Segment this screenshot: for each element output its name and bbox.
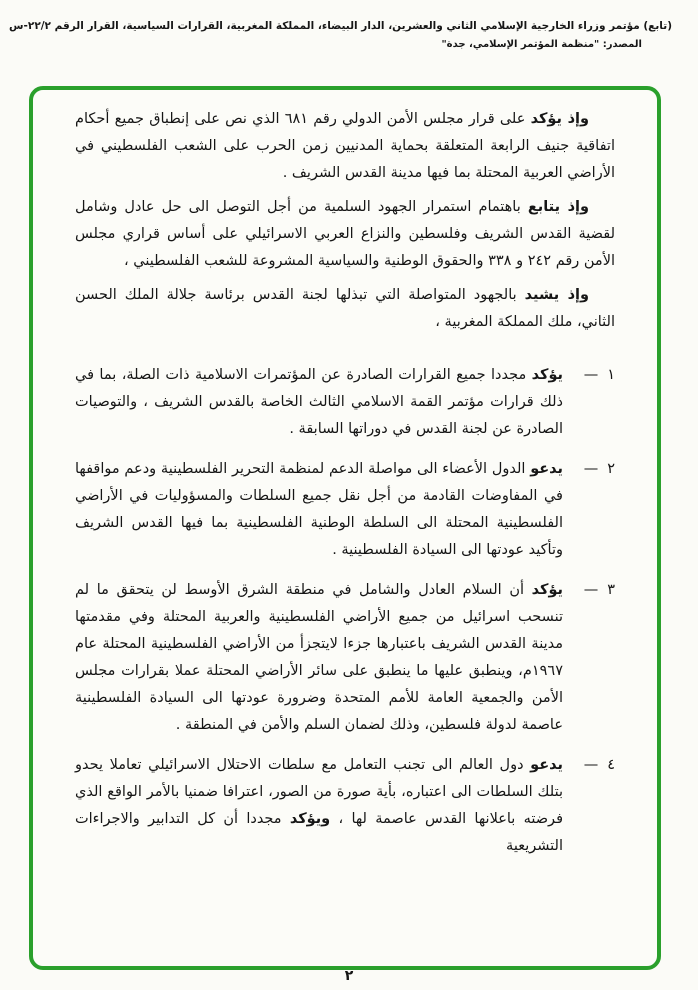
resolution-items-list [75, 362, 615, 860]
item-number: ٢ [607, 461, 615, 477]
list-item [75, 362, 615, 443]
preamble-paragraph [75, 282, 615, 336]
item-lead-secondary: ويؤكد [289, 811, 331, 827]
preamble-lead: وإذ يشيد [524, 287, 590, 303]
item-lead: يؤكد [531, 582, 563, 598]
item-body: أن السلام العادل والشامل في منطقة الشرق الأوسط لن يتحقق ما لم تنسحب اسرائيل من جميع الأراضي الفلسطينية والعربية المحتلة وفي مقدمتها مدينة القدس الشريف باعتبارها جزءا لايتجزأ من الأراضي الفلسطينية المحتلة عام ١٩٦٧م، وينطبق عليها ما ينطبق على سائر الأراضي المحتلة عملا بقرارات مجلس الأمن والجمعية العامة للأمم المتحدة وضرورة عودتها الى السيادة الفلسطينية عاصمة لدولة فلسطين، وذلك لضمان السلم والأمن في المنطقة . [75, 582, 563, 733]
item-body: مجددا جميع القرارات الصادرة عن المؤتمرات الاسلامية ذات الصلة، بما في ذلك قرارات مؤتمر القمة الاسلامي الثالث الخاصة بالقدس الشريف ، والتوصيات الصادرة عن لجنة القدس في دوراتها السابقة . [75, 367, 563, 437]
item-dash: — [583, 757, 599, 773]
header-source: المصدر: "منظمة المؤتمر الإسلامي، جدة" [441, 39, 642, 50]
item-dash: — [583, 461, 599, 477]
item-text [75, 577, 563, 739]
item-text [75, 362, 563, 443]
item-lead: يدعو [530, 757, 563, 773]
list-item [75, 577, 615, 739]
page-header [0, 0, 698, 50]
item-lead: يدعو [530, 461, 564, 477]
preamble-paragraph [75, 106, 615, 187]
preamble-text: بالجهود المتواصلة التي تبذلها لجنة القدس برئاسة جلالة الملك الحسن الثاني، ملك المملكة المغربية ، [75, 287, 615, 330]
item-marker [563, 456, 615, 564]
item-number: ١ [607, 367, 615, 383]
item-body: الدول الأعضاء الى مواصلة الدعم لمنظمة التحرير الفلسطينية ودعم مواقفها في المفاوضات القادمة من أجل نقل جميع السلطات والمسؤوليات في الأراضي الفلسطينية المحتلة الى السلطة الوطنية الفلسطينية بما فيها القدس الشريف وتأكيد عودتها الى السيادة الفلسطينية . [75, 461, 563, 558]
item-body-continued: مجددا أن كل التدابير والاجراءات التشريعية [75, 811, 563, 854]
preamble-lead: وإذ يتابع [527, 199, 589, 215]
document-content [33, 90, 657, 860]
item-dash: — [583, 367, 599, 383]
header-citation: (تابع) مؤتمر وزراء الخارجية الإسلامي الثاني والعشرين، الدار البيضاء، المملكة المغربية، القرارات السياسية، القرار الرقم ٢٢/٢-س [9, 20, 672, 32]
list-item [75, 752, 615, 860]
item-marker [563, 362, 615, 443]
item-marker [563, 752, 615, 860]
preamble-text: باهتمام استمرار الجهود السلمية من أجل التوصل الى حل عادل وشامل لقضية القدس الشريف وفلسطين والنزاع العربي الاسرائيلي على أساس قراري مجلس الأمن رقم ٢٤٢ و ٣٣٨ والحقوق الوطنية والسياسية المشروعة للشعب الفلسطيني ، [75, 199, 615, 269]
item-dash: — [583, 582, 599, 598]
item-marker [563, 577, 615, 739]
preamble-paragraph [75, 194, 615, 275]
preamble-text: على قرار مجلس الأمن الدولي رقم ٦٨١ الذي نص على إنطباق جميع أحكام اتفاقية جنيف الرابعة المتعلقة بحماية المدنيين زمن الحرب على الشعب الفلسطيني في الأراضي العربية المحتلة بما فيها مدينة القدس الشريف . [75, 111, 615, 181]
item-text [75, 456, 563, 564]
item-text [75, 752, 563, 860]
page-number: ٢ [344, 968, 354, 984]
list-item [75, 456, 615, 564]
item-lead: يؤكد [531, 367, 563, 383]
preamble-lead: وإذ يؤكد [530, 111, 589, 127]
document-frame [29, 86, 661, 970]
item-body: دول العالم الى تجنب التعامل مع سلطات الاحتلال الاسرائيلي تعاملا يحدو بتلك السلطات الى اعتباره، بأية صورة من الصور، اعترافا ضمنيا بالأمر الواقع الذي فرضته باعلانها القدس عاصمة لها ، [75, 757, 563, 827]
item-number: ٣ [607, 582, 615, 598]
item-number: ٤ [607, 757, 615, 773]
